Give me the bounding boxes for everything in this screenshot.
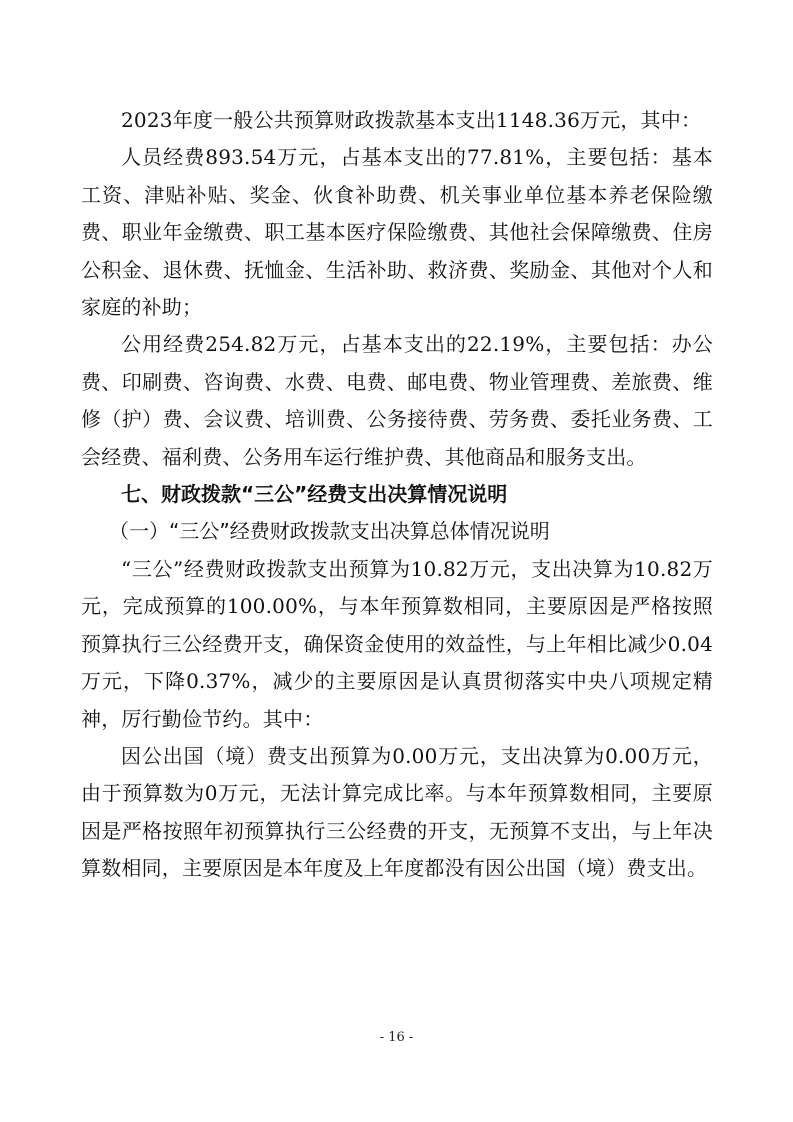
paragraph-three-public-overview: “三公”经费财政拨款支出预算为10.82万元，支出决算为10.82万元，完成预算的100.00%，与本年预算数相同，主要原因是严格按照预算执行三公经费开支，确保资金使用的效益性，与上年相比减少0.04万元，下降0.37%，减少的主要原因是认真贯彻落实中央八项规定精神，厉行勤俭节约。其中： (81, 556, 713, 731)
paragraph-overseas-travel: 因公出国（境）费支出预算为0.00万元，支出决算为0.00万元，由于预算数为0万元，无法计算完成比率。与本年预算数相同，主要原因是严格按照年初预算执行三公经费的开支，无预算不支出，与上年决算数相同，主要原因是本年度及上年度都没有因公出国（境）费支出。 (81, 743, 713, 881)
subsection-heading: （一）“三公”经费财政拨款支出决算总体情况说明 (109, 519, 550, 544)
paragraph-basic-expenditure: 2023年度一般公共预算财政拨款基本支出1148.36万元，其中： (121, 108, 702, 132)
paragraph-public-expenses: 公用经费254.82万元，占基本支出的22.19%，主要包括：办公费、印刷费、咨询费、水费、电费、邮电费、物业管理费、差旅费、维修（护）费、会议费、培训费、公务接待费、劳务费、委托业务费、工会经费、福利费、公务用车运行维护费、其他商品和服务支出。 (81, 332, 713, 469)
section-heading: 七、财政拨款“三公”经费支出决算情况说明 (121, 482, 508, 507)
document-body (81, 102, 713, 888)
paragraph-personnel-expenses: 人员经费893.54万元，占基本支出的77.81%，主要包括：基本工资、津贴补贴、奖金、伙食补助费、机关事业单位基本养老保险缴费、职业年金缴费、职工基本医疗保险缴费、其他社会保障缴费、住房公积金、退休费、抚恤金、生活补助、救济费、奖励金、其他对个人和家庭的补助； (81, 145, 713, 320)
page-number: - 16 - (379, 1030, 414, 1045)
